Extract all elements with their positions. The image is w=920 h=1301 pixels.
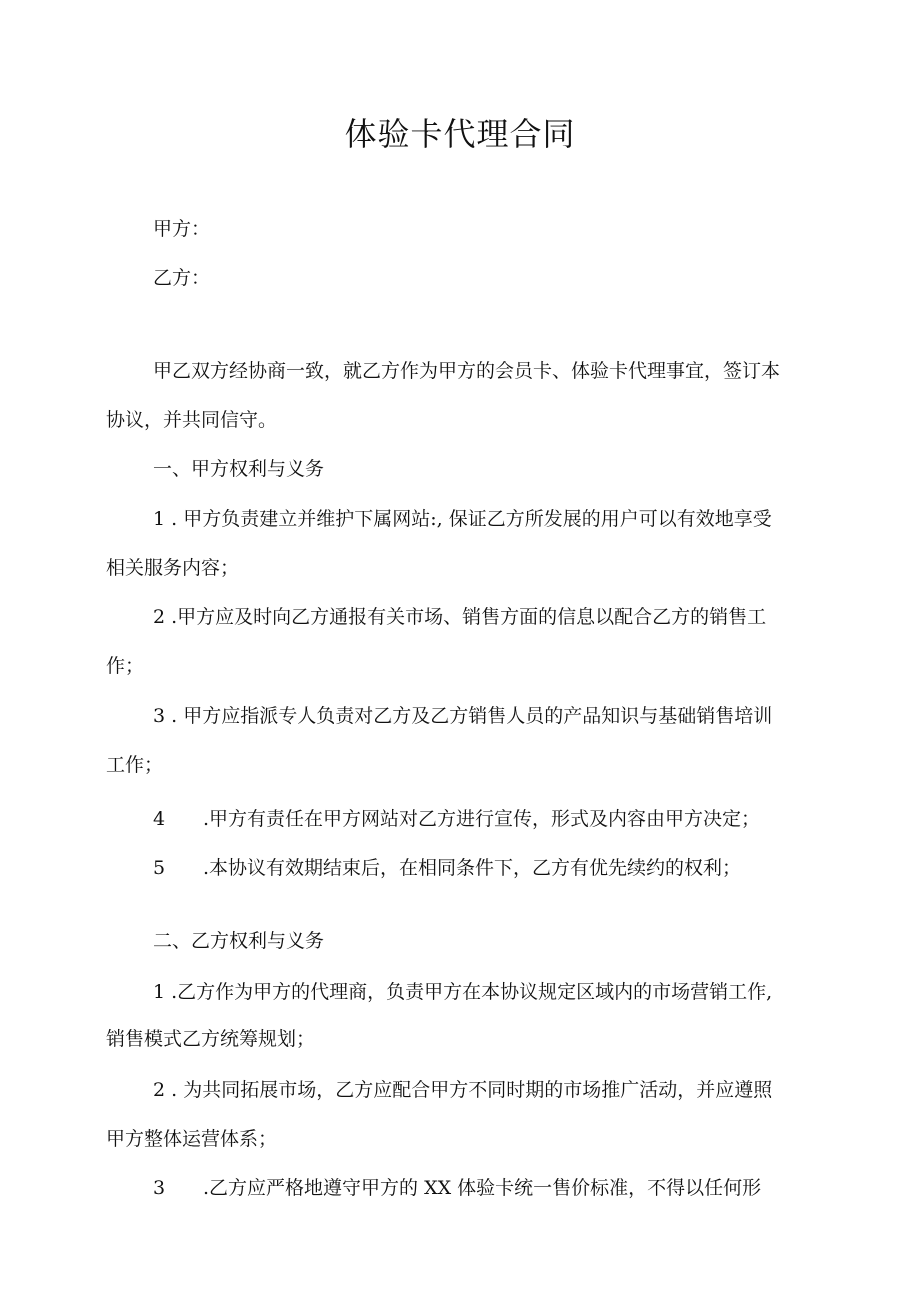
section-heading: 二、乙方权利与义务 (153, 930, 325, 952)
clause-text: .甲方有责任在甲方网站对乙方进行宣传，形式及内容由甲方决定； (203, 808, 761, 830)
clause-item (153, 855, 741, 881)
clause-line: 3 . 甲方应指派专人负责对乙方及乙方销售人员的产品知识与基础销售培训 (153, 705, 773, 727)
document-title: 体验卡代理合同 (344, 115, 576, 153)
clause-line: 甲方整体运营体系； (106, 1128, 278, 1150)
clause-text: .乙方应严格地遵守甲方的 XX 体验卡统一售价标准，不得以任何形 (203, 1177, 762, 1199)
party-b-label: 乙方： (153, 267, 211, 289)
clause-text: .本协议有效期结束后，在相同条件下，乙方有优先续约的权利； (203, 857, 742, 879)
party-a-label: 甲方： (153, 218, 211, 240)
clause-item (153, 1175, 761, 1201)
clause-number: 4 (153, 808, 166, 830)
clause-line: 作； (106, 655, 145, 677)
clause-line: 销售模式乙方统筹规划； (106, 1028, 316, 1050)
clause-line: 相关服务内容； (106, 557, 240, 579)
clause-item (153, 806, 760, 832)
clause-line: 工作； (106, 754, 164, 776)
clause-line: 2 . 为共同拓展市场，乙方应配合甲方不同时期的市场推广活动，并应遵照 (153, 1079, 773, 1101)
clause-line: 1 .乙方作为甲方的代理商，负责甲方在本协议规定区域内的市场营销工作, (153, 981, 773, 1003)
clause-line: 1 . 甲方负责建立并维护下属网站:, 保证乙方所发展的用户可以有效地享受 (153, 508, 772, 530)
intro-line: 甲乙双方经协商一致，就乙方作为甲方的会员卡、体验卡代理事宜，签订本 (153, 360, 781, 382)
section-heading: 一、甲方权利与义务 (153, 458, 325, 480)
intro-line: 协议，并共同信守。 (106, 409, 278, 431)
clause-number: 3 (153, 1177, 166, 1199)
clause-line: 2 .甲方应及时向乙方通报有关市场、销售方面的信息以配合乙方的销售工 (153, 606, 767, 628)
clause-number: 5 (153, 857, 166, 879)
